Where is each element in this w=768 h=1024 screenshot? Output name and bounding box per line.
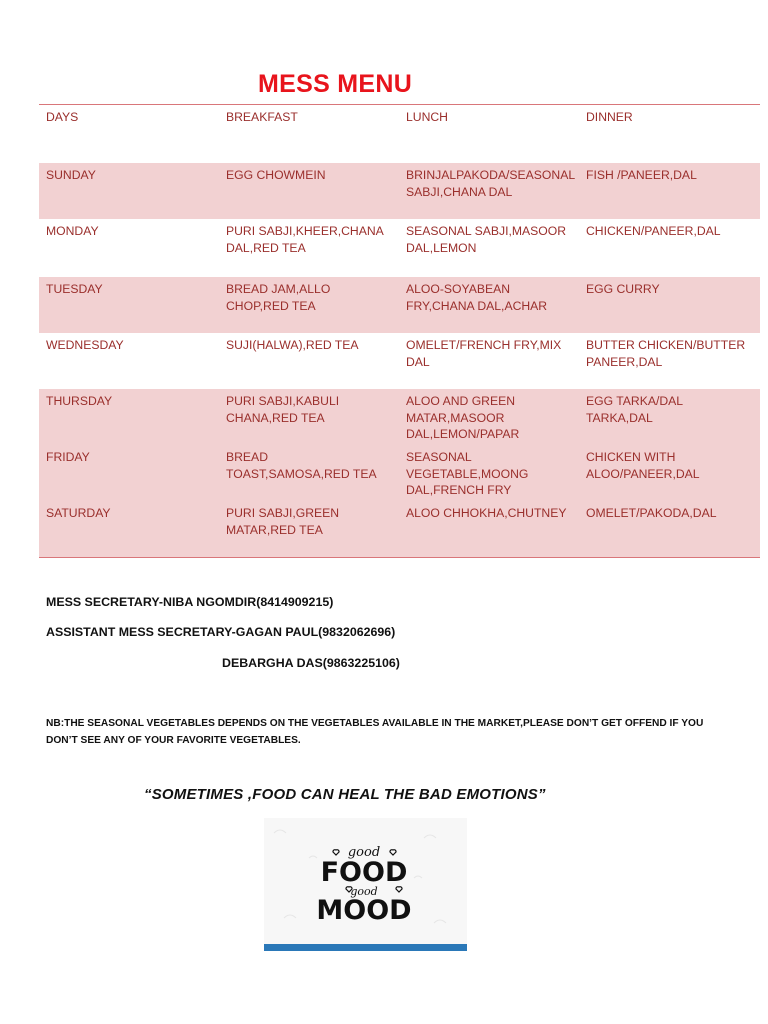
day-cell: MONDAY <box>46 224 99 238</box>
table-row <box>39 219 760 277</box>
table-row <box>39 389 760 445</box>
dinner-cell: EGG CURRY <box>586 282 660 296</box>
breakfast-cell: PURI SABJI,GREEN MATAR,RED TEA <box>226 506 340 537</box>
header-lunch: LUNCH <box>406 110 448 124</box>
dinner-cell: BUTTER CHICKEN/BUTTER PANEER,DAL <box>586 338 746 369</box>
logo-line1: good <box>347 845 381 860</box>
table-row <box>39 445 760 501</box>
header-breakfast: BREAKFAST <box>226 110 298 124</box>
lunch-cell: ALOO-SOYABEAN FRY,CHANA DAL,ACHAR <box>406 282 548 313</box>
table-row <box>39 501 760 557</box>
good-food-good-mood-logo <box>264 818 467 944</box>
header-dinner: DINNER <box>586 110 633 124</box>
logo-line4: MOOD <box>316 895 412 926</box>
dinner-cell: CHICKEN/PANEER,DAL <box>586 224 721 238</box>
quote-text: “SOMETIMES ,FOOD CAN HEAL THE BAD EMOTIONS” <box>144 786 546 803</box>
note-text: NB:THE SEASONAL VEGETABLES DEPENDS ON THE VEGETABLES AVAILABLE IN THE MARKET,PLEASE DON’T GET OFFEND IF YOU DON’T SEE ANY OF YOUR FAVORITE VEGETABLES. <box>46 718 704 746</box>
logo-graphic <box>264 818 467 944</box>
lunch-cell: ALOO CHHOKHA,CHUTNEY <box>406 506 567 520</box>
day-cell: SUNDAY <box>46 168 96 182</box>
lunch-cell: ALOO AND GREEN MATAR,MASOOR DAL,LEMON/PAPAR <box>406 394 520 441</box>
day-cell: SATURDAY <box>46 506 111 520</box>
breakfast-cell: EGG CHOWMEIN <box>226 168 326 182</box>
page-title: MESS MENU <box>258 70 413 98</box>
dinner-cell: EGG TARKA/DAL TARKA,DAL <box>586 394 683 425</box>
table-row <box>39 277 760 333</box>
header-days: DAYS <box>46 110 79 124</box>
assistant-mess-secretary: ASSISTANT MESS SECRETARY-GAGAN PAUL(9832062696) <box>46 625 396 639</box>
menu-table <box>39 104 760 558</box>
lunch-cell: BRINJALPAKODA/SEASONAL SABJI,CHANA DAL <box>406 168 575 199</box>
breakfast-cell: SUJI(HALWA),RED TEA <box>226 338 359 352</box>
dinner-cell: FISH /PANEER,DAL <box>586 168 697 182</box>
logo-line3: good <box>350 885 378 898</box>
logo-line2: FOOD <box>320 857 408 888</box>
day-cell: THURSDAY <box>46 394 113 408</box>
day-cell: WEDNESDAY <box>46 338 124 352</box>
day-cell: TUESDAY <box>46 282 103 296</box>
assistant-mess-secretary-2: DEBARGHA DAS(9863225106) <box>222 656 400 670</box>
logo-footer-bar <box>264 944 467 951</box>
dinner-cell: CHICKEN WITH ALOO/PANEER,DAL <box>586 450 700 481</box>
breakfast-cell: PURI SABJI,KABULI CHANA,RED TEA <box>226 394 340 425</box>
lunch-cell: SEASONAL SABJI,MASOOR DAL,LEMON <box>406 224 567 255</box>
table-row <box>39 163 760 219</box>
lunch-cell: SEASONAL VEGETABLE,MOONG DAL,FRENCH FRY <box>406 450 529 497</box>
lunch-cell: OMELET/FRENCH FRY,MIX DAL <box>406 338 562 369</box>
breakfast-cell: BREAD TOAST,SAMOSA,RED TEA <box>226 450 377 481</box>
breakfast-cell: PURI SABJI,KHEER,CHANA DAL,RED TEA <box>226 224 384 255</box>
table-header-row <box>39 105 760 163</box>
day-cell: FRIDAY <box>46 450 90 464</box>
breakfast-cell: BREAD JAM,ALLO CHOP,RED TEA <box>226 282 331 313</box>
table-row <box>39 333 760 389</box>
mess-secretary: MESS SECRETARY-NIBA NGOMDIR(8414909215) <box>46 595 334 609</box>
dinner-cell: OMELET/PAKODA,DAL <box>586 506 717 520</box>
